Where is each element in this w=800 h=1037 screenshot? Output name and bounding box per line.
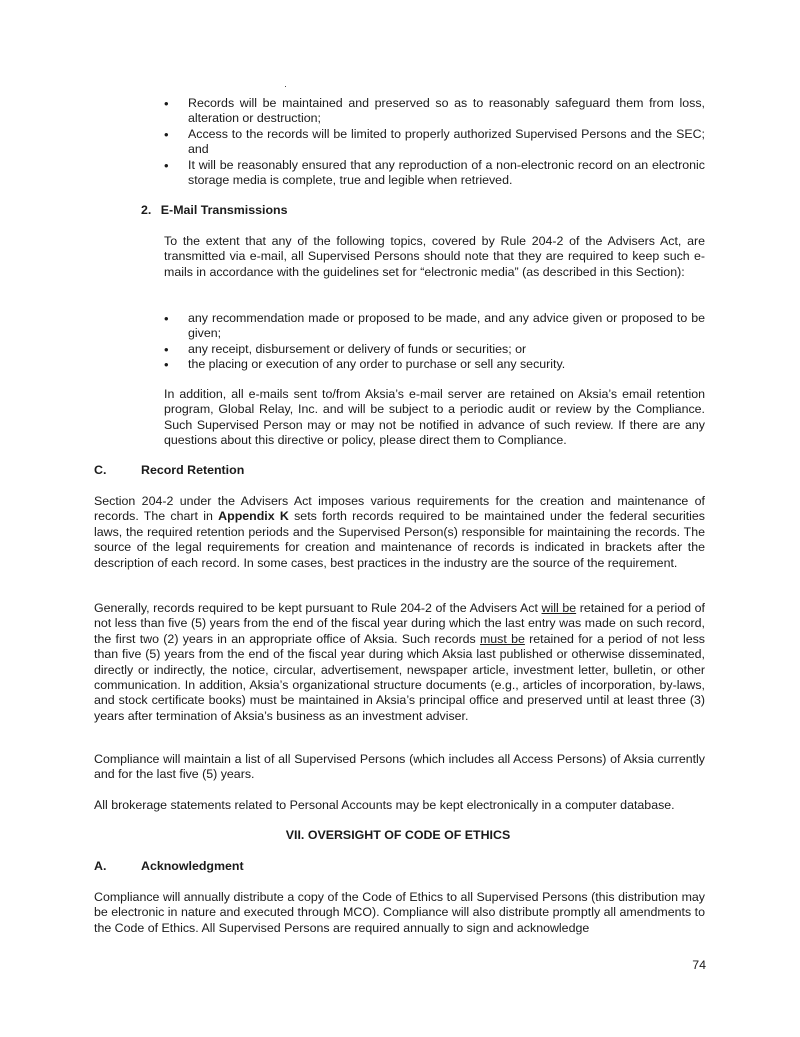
text-run: retained for a period of not less than five (5) years from the end of the fiscal year during which Aksia last published or otherwise disseminated, directly or indirectly, the notice, circular, advertisement, newspaper article, investment letter, bulletin, or other communication. In addition, Aksia’s organizational structure documents (e.g., articles of incorporation, by-laws, and stock certificate books) must be maintained in Aksia’s principal office and preserved until at least three (3) years after termination of Aksia’s business as an investment adviser.: [94, 631, 705, 723]
page-number: 74: [692, 958, 706, 972]
record-retention-heading: [94, 463, 244, 478]
list-item: [164, 357, 705, 372]
text-run: sets forth records required to be maintained under the federal securities laws, the required retention periods and the Supervised Person(s) responsible for maintaining the records. The source of the legal requirements for creation and maintenance of records is indicated in brackets after the description of each record. In some cases, best practices in the industry are the source of the requirement.: [94, 509, 705, 570]
text-run: retained for a period of not less than five (5) years from the end of the fiscal year during which the last entry was made on such record, the first two (2) years in an appropriate office of Aksia. Such records: [94, 601, 706, 646]
email-heading: [141, 203, 288, 218]
stray-mark: [285, 86, 286, 87]
section-vii-heading: VII. OVERSIGHT OF CODE OF ETHICS: [285, 828, 511, 842]
email-intro: To the extent that any of the following topics, covered by Rule 204-2 of the Advisers Act, are transmitted via e-mail, all Supervised Persons should note that they are required to keep such e-mails in accordance with the guidelines set for “electronic media” (as described in this Section):: [164, 234, 705, 279]
record-retention-paragraph-4: All brokerage statements related to Personal Accounts may be kept electronically in a computer database.: [94, 798, 675, 812]
text-run: Generally, records required to be kept pursuant to Rule 204-2 of the Advisers Act: [94, 601, 542, 615]
underlined-text: must be: [479, 631, 525, 646]
text-run: Section 204-2 under the Advisers Act imposes various requirements for the creation and maintenance of records. The chart in: [94, 494, 705, 524]
list-item-text: the placing or execution of any order to purchase or sell any security.: [188, 357, 566, 372]
list-item: [164, 127, 705, 158]
list-item-text: It will be reasonably ensured that any reproduction of a non-electronic record on an electronic storage media is complete, true and legible when retrieved.: [188, 157, 705, 188]
acknowledgment-heading: [94, 859, 244, 874]
underlined-text: will be: [541, 601, 577, 615]
record-retention-letter: C.: [94, 463, 107, 477]
email-heading-number: 2.: [141, 203, 152, 217]
email-heading-title: E-Mail Transmissions: [160, 203, 288, 217]
record-retention-paragraph-2: [94, 601, 705, 724]
list-item: [164, 96, 705, 127]
list-item: [164, 311, 705, 342]
list-item: [164, 158, 705, 189]
acknowledgment-paragraph: Compliance will annually distribute a copy of the Code of Ethics to all Supervised Persons (this distribution may be electronic in nature and executed through MCO). Compliance will also distribute promptly all amendments to the Code of Ethics. All Supervised Persons are required annually to sign and acknowledge: [94, 890, 705, 935]
list-item-text: any recommendation made or proposed to be made, and any advice given or proposed to be given;: [188, 311, 705, 341]
acknowledgment-letter: A.: [94, 859, 107, 873]
list-item-text: Records will be maintained and preserved so as to reasonably safeguard them from loss, alteration or destruction;: [188, 96, 705, 126]
record-retention-title: Record Retention: [141, 463, 245, 477]
list-item-text: Access to the records will be limited to properly authorized Supervised Persons and the SEC; and: [188, 126, 705, 157]
appendix-k-reference: Appendix K: [218, 509, 289, 524]
email-closing: In addition, all e-mails sent to/from Aksia’s e-mail server are retained on Aksia’s email retention program, Global Relay, Inc. and will be subject to a periodic audit or review by the Compliance. Such Supervised Person may or may not be notified in advance of such review. If there are any questions about this directive or policy, please direct them to Compliance.: [164, 387, 705, 448]
list-item-text: any receipt, disbursement or delivery of funds or securities; or: [188, 341, 527, 356]
record-retention-paragraph-3: Compliance will maintain a list of all Supervised Persons (which includes all Access Persons) of Aksia currently and for the last five (5) years.: [94, 752, 705, 782]
acknowledgment-title: Acknowledgment: [141, 859, 244, 873]
record-retention-paragraph-1: [94, 494, 705, 571]
email-bullet-list: [164, 311, 705, 373]
list-item: [164, 342, 705, 357]
records-bullet-list: [164, 96, 705, 188]
